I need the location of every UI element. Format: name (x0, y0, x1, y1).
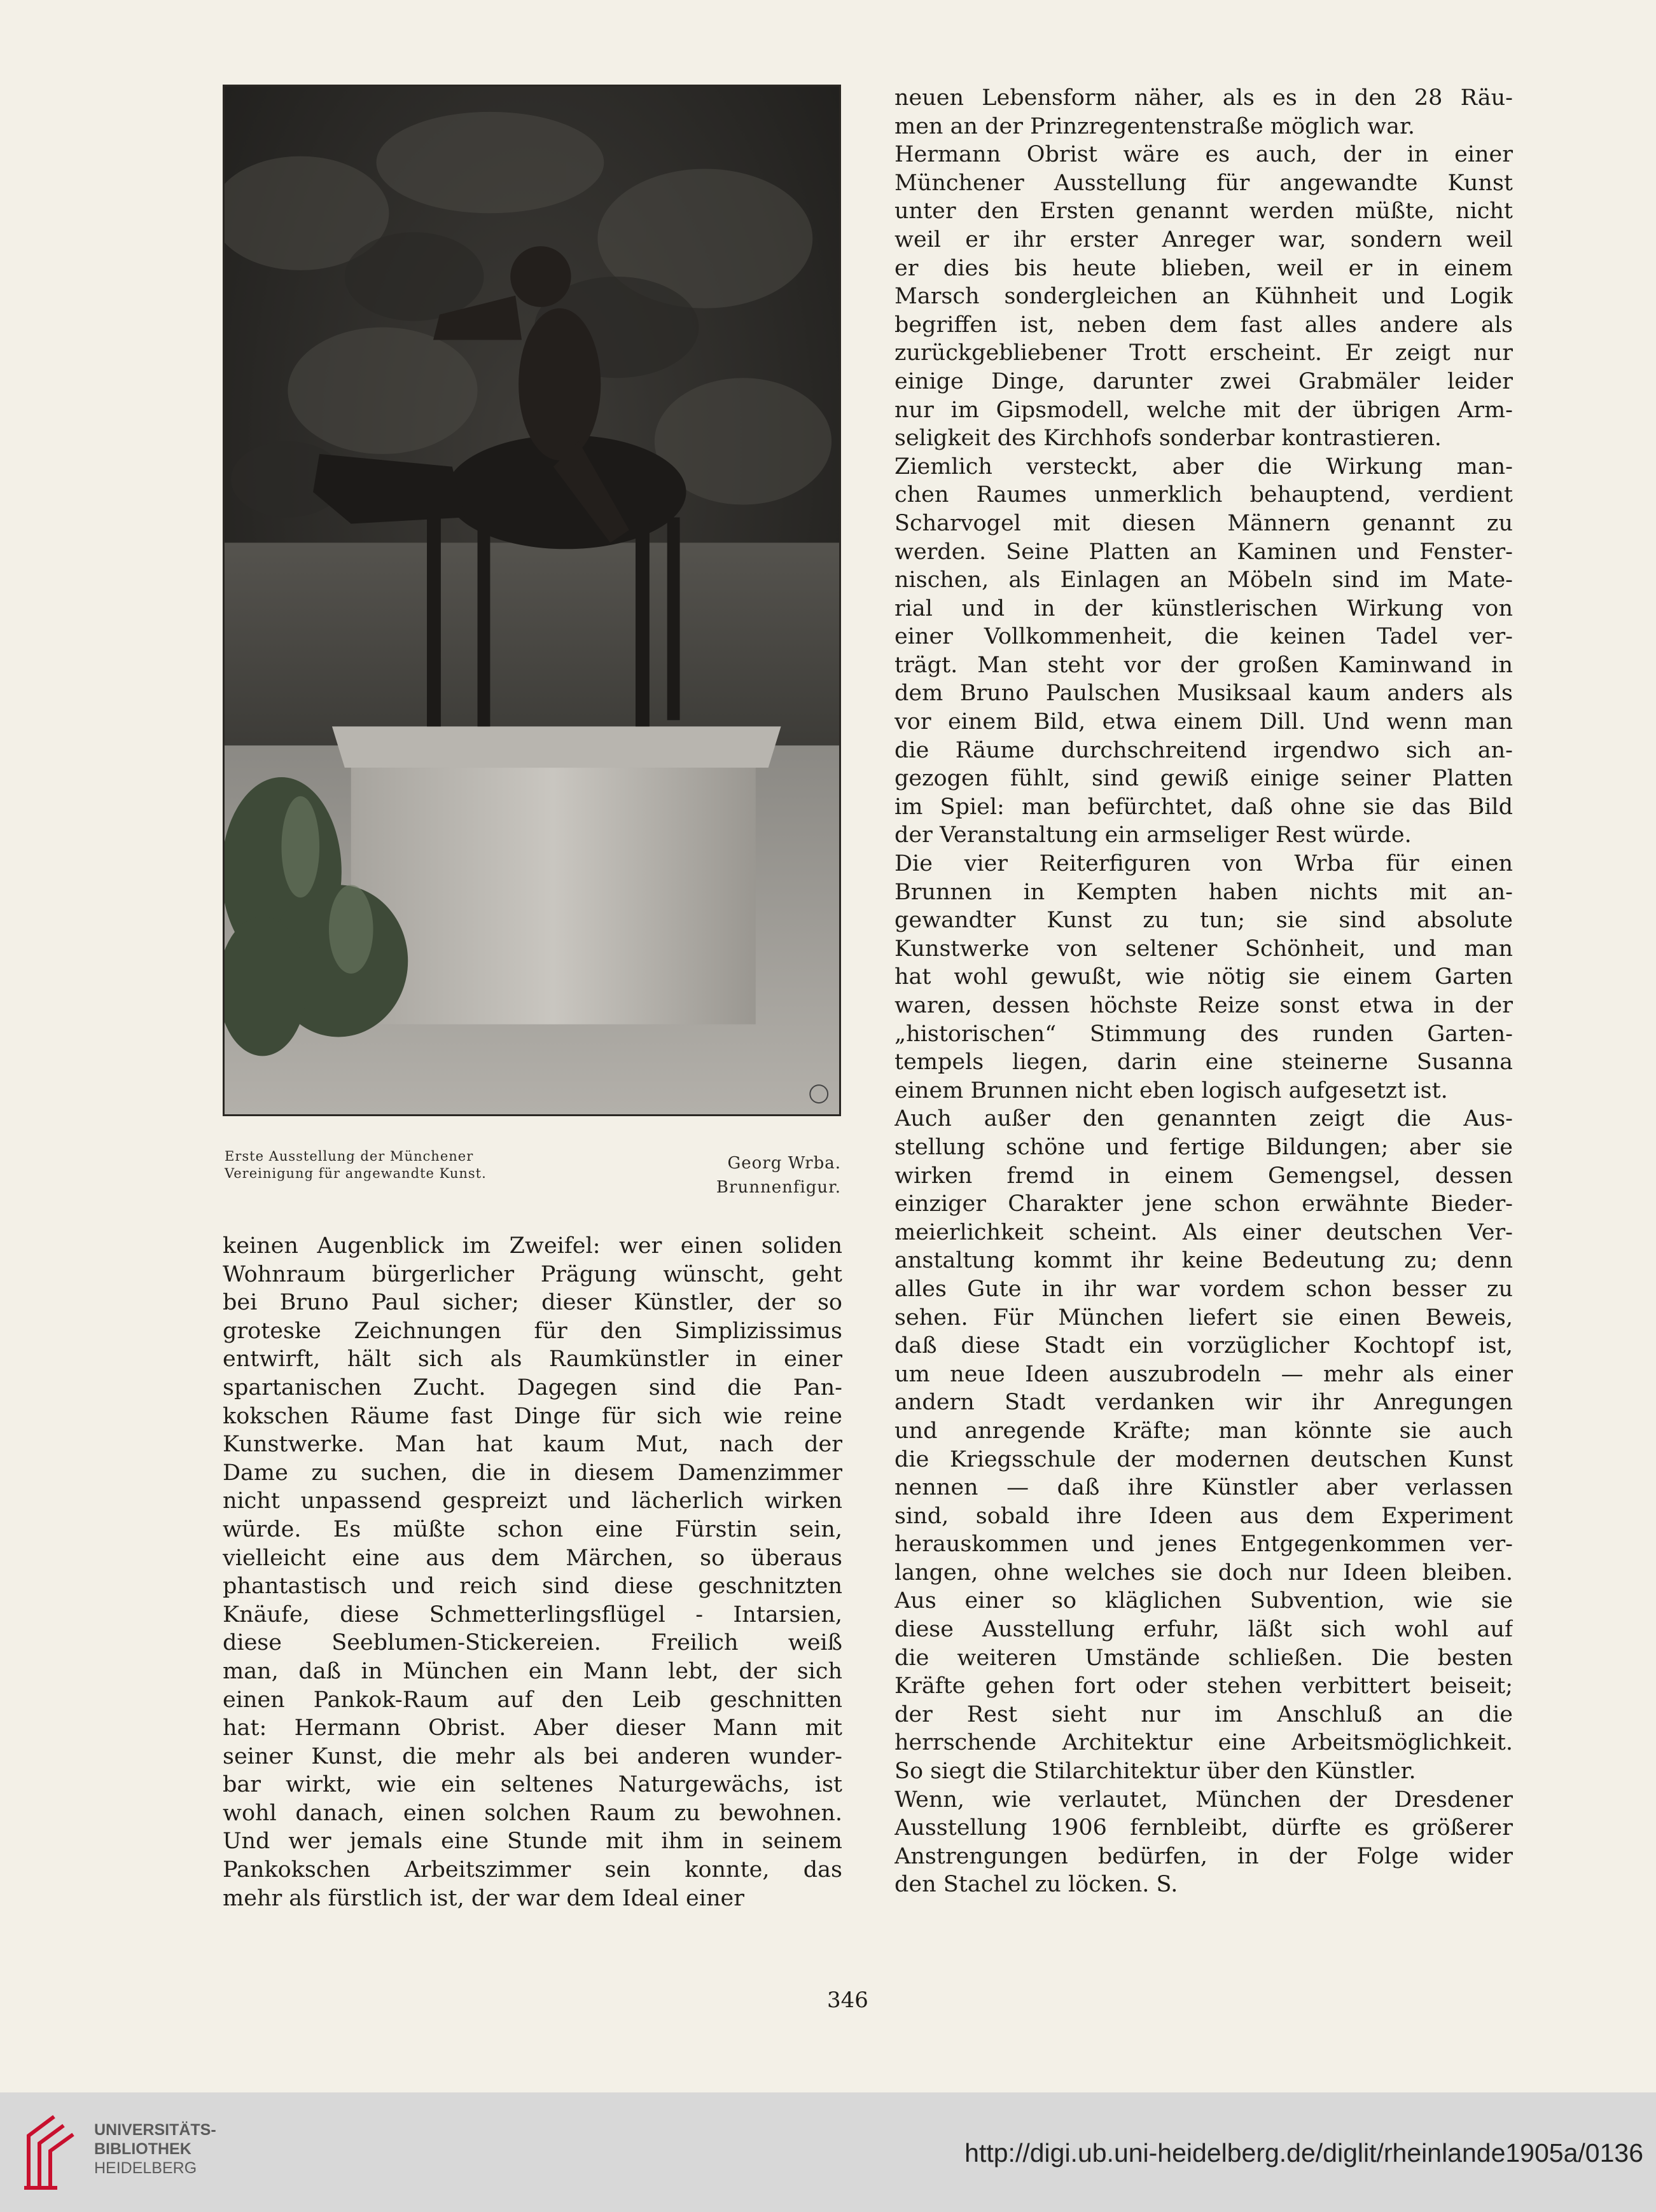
text-line: keinen Augenblick im Zweifel: wer einen soliden (223, 1233, 842, 1259)
text-line: gewandter Kunst zu tun; sie sind absolute (894, 908, 1513, 934)
text-line: einen Pankok-Raum auf den Leib geschnitten (223, 1687, 842, 1713)
text-line: Pankokschen Arbeitszimmer sein konnte, das (223, 1857, 842, 1883)
text-line: einige Dinge, darunter zwei Grabmäler leider (894, 368, 1513, 394)
text-line: herauskommen und jenes Entgegenkommen ver- (894, 1531, 1513, 1558)
text-line: sind, sobald ihre Ideen aus dem Experiment (894, 1503, 1513, 1529)
text-line: nicht unpassend gespreizt und lächerlich wirken (223, 1488, 842, 1514)
text-line: die weiteren Umstände schließen. Die besten (894, 1645, 1513, 1671)
text-line: Ziemlich versteckt, aber die Wirkung man- (894, 453, 1513, 480)
text-line: wohl danach, einen solchen Raum zu bewohnen. (223, 1800, 842, 1826)
text-line: chen Raumes unmerklich behauptend, verdient (894, 482, 1513, 508)
text-line: phantastisch und reich sind diese geschnitzten (223, 1573, 842, 1600)
text-line: wirken fremd in einem Gemengsel, dessen (894, 1163, 1513, 1189)
text-line: trägt. Man steht vor der großen Kaminwand in (894, 652, 1513, 678)
text-line: vor einem Bild, etwa einem Dill. Und wenn man (894, 709, 1513, 735)
text-line: hat wohl gewußt, wie nötig sie einem Garten (894, 964, 1513, 990)
text-line: diese Seeblumen-Stickereien. Freilich weiß (223, 1630, 842, 1656)
caption-right-line: Georg Wrba. (727, 1154, 841, 1173)
text-line: groteske Zeichnungen für den Simplizissimus (223, 1318, 842, 1344)
text-line: langen, ohne welches sie doch nur Ideen bleiben. (894, 1559, 1513, 1586)
text-line: der Rest sieht nur im Anschluß an die (894, 1701, 1513, 1727)
text-column-left (223, 1232, 842, 1912)
page-number: 346 (827, 1987, 868, 2013)
text-line: einer Vollkommenheit, die keinen Tadel ver- (894, 624, 1513, 650)
caption-left-line: Vereinigung für angewandte Kunst. (225, 1166, 487, 1181)
text-line: im Spiel: man befürchtet, daß ohne sie das Bild (894, 794, 1513, 820)
text-line: einem Brunnen nicht eben logisch aufgesetzt ist. (894, 1077, 1448, 1103)
text-line: weil er ihr erster Anreger war, sondern weil (894, 226, 1513, 252)
text-line: Auch außer den genannten zeigt die Aus- (894, 1106, 1513, 1132)
library-name-line: UNIVERSITÄTS- (94, 2121, 216, 2139)
library-name (94, 2120, 216, 2178)
text-line: die Kriegsschule der modernen deutschen Kunst (894, 1446, 1513, 1472)
text-line: herrschende Architektur eine Arbeitsmöglichkeit. (894, 1730, 1513, 1756)
text-line: tempels liegen, darin eine steinerne Susanna (894, 1049, 1513, 1075)
text-line: rial und in der künstlerischen Wirkung von (894, 595, 1513, 621)
footer-bar (0, 2092, 1656, 2212)
text-line: werden. Seine Platten an Kaminen und Fenster- (894, 539, 1513, 565)
text-line: bar wirkt, wie ein seltenes Naturgewächs, ist (223, 1772, 842, 1798)
text-line: unter den Ersten genannt werden müßte, nicht (894, 198, 1513, 225)
text-line: den Stachel zu löcken. S. (894, 1872, 1178, 1898)
text-line: sehen. Für München liefert sie einen Beweis, (894, 1304, 1513, 1331)
text-line: Kräfte gehen fort oder stehen verbittert beiseit; (894, 1673, 1513, 1699)
text-line: Brunnen in Kempten haben nichts mit an- (894, 879, 1513, 905)
text-line: anstaltung kommt ihr keine Bedeutung zu; denn (894, 1248, 1513, 1274)
text-line: alles Gute in ihr war vordem schon besser zu (894, 1276, 1513, 1302)
text-column-right (894, 84, 1513, 1899)
text-line: Die vier Reiterfiguren von Wrba für einen (894, 851, 1513, 877)
text-line: bei Bruno Paul sicher; dieser Künstler, der so (223, 1290, 842, 1316)
text-line: er dies bis heute blieben, weil er in einem (894, 255, 1513, 281)
text-line: nennen — daß ihre Künstler aber verlassen (894, 1475, 1513, 1501)
library-name-line: HEIDELBERG (94, 2159, 197, 2177)
text-line: Wenn, wie verlautet, München der Dresdener (894, 1787, 1513, 1813)
text-line: mehr als fürstlich ist, der war dem Ideal einer (223, 1885, 744, 1911)
text-line: Marsch sondergleichen an Kühnheit und Logik (894, 284, 1513, 310)
text-line: Kunstwerke von seltener Schönheit, und man (894, 936, 1513, 962)
text-line: Knäufe, diese Schmetterlingsflügel - Intarsien, (223, 1601, 842, 1628)
text-line: So siegt die Stilarchitektur über den Künstler. (894, 1759, 1416, 1785)
caption-right-line: Brunnenfigur. (716, 1178, 841, 1197)
text-line: spartanischen Zucht. Dagegen sind die Pan- (223, 1374, 842, 1400)
text-line: Anstrengungen bedürfen, in der Folge wider (894, 1843, 1513, 1869)
source-url-link[interactable]: http://digi.ub.uni-heidelberg.de/diglit/rheinlande1905a/0136 (964, 2138, 1643, 2167)
caption-left-line: Erste Ausstellung der Münchener (225, 1149, 474, 1164)
text-line: Aus einer so kläglichen Subvention, wie sie (894, 1588, 1513, 1614)
text-line: Dame zu suchen, die in diesem Damenzimmer (223, 1460, 842, 1486)
sculpture-photograph (223, 85, 841, 1116)
text-line: seiner Kunst, die mehr als bei anderen wunder- (223, 1743, 842, 1769)
text-line: Kunstwerke. Man hat kaum Mut, nach der (223, 1432, 842, 1458)
text-line: Hermann Obrist wäre es auch, der in einer (894, 142, 1513, 168)
text-line: daß diese Stadt ein vorzüglicher Kochtopf ist, (894, 1333, 1513, 1359)
text-line: seligkeit des Kirchhofs sonderbar kontrastieren. (894, 425, 1442, 452)
text-line: gezogen fühlt, sind gewiß einige seiner Platten (894, 766, 1513, 792)
caption-exhibition (225, 1148, 606, 1182)
text-line: Und wer jemals eine Stunde mit ihm in seinem (223, 1828, 842, 1855)
text-line: um neue Ideen auszubrodeln — mehr als einer (894, 1361, 1513, 1387)
text-line: andern Stadt verdanken wir ihr Anregungen (894, 1390, 1513, 1416)
text-line: Wohnraum bürgerlicher Prägung wünscht, geht (223, 1261, 842, 1287)
text-line: kokschen Räume fast Dinge für sich wie reine (223, 1403, 842, 1429)
text-line: Scharvogel mit diesen Männern genannt zu (894, 510, 1513, 536)
text-line: meierlichkeit scheint. Als einer deutschen Ver- (894, 1219, 1513, 1245)
text-line: der Veranstaltung ein armseliger Rest würde. (894, 822, 1412, 848)
text-line: einziger Charakter jene schon erwähnte Bieder- (894, 1191, 1513, 1217)
text-line: die Räume durchschreitend irgendwo sich an- (894, 737, 1513, 763)
text-line: entwirft, hält sich als Raumkünstler in einer (223, 1346, 842, 1372)
library-logo-icon (19, 2110, 83, 2193)
text-line: Münchener Ausstellung für angewandte Kunst (894, 170, 1513, 196)
text-line: dem Bruno Paulschen Musiksaal kaum anders als (894, 681, 1513, 707)
text-line: zurückgebliebener Trott erscheint. Er zeigt nur (894, 340, 1513, 366)
text-line: hat: Hermann Obrist. Aber dieser Mann mit (223, 1715, 842, 1741)
text-line: „historischen“ Stimmung des runden Garten- (894, 1021, 1513, 1047)
library-name-line: BIBLIOTHEK (94, 2140, 191, 2158)
text-line: nischen, als Einlagen an Möbeln sind im Mate- (894, 567, 1513, 593)
text-line: stellung schöne und fertige Bildungen; aber sie (894, 1134, 1513, 1160)
text-line: neuen Lebensform näher, als es in den 28 Räu- (894, 85, 1513, 111)
text-line: begriffen ist, neben dem fast alles andere als (894, 312, 1513, 338)
text-line: diese Ausstellung erfuhr, läßt sich wohl auf (894, 1617, 1513, 1643)
text-line: und anregende Kräfte; man könnte sie auch (894, 1418, 1513, 1444)
text-line: nur im Gipsmodell, welche mit der übrigen Arm- (894, 397, 1513, 423)
text-line: men an der Prinzregentenstraße möglich war. (894, 113, 1415, 139)
text-line: würde. Es müßte schon eine Fürstin sein, (223, 1516, 842, 1542)
caption-artwork (695, 1151, 841, 1199)
text-line: Ausstellung 1906 fernbleibt, dürfte es größerer (894, 1815, 1513, 1841)
text-line: waren, dessen höchste Reize sonst etwa in der (894, 993, 1513, 1018)
photo-illustration (225, 86, 839, 1114)
text-line: man, daß in München ein Mann lebt, der sich (223, 1658, 842, 1684)
text-line: vielleicht eine aus dem Märchen, so überaus (223, 1545, 842, 1571)
